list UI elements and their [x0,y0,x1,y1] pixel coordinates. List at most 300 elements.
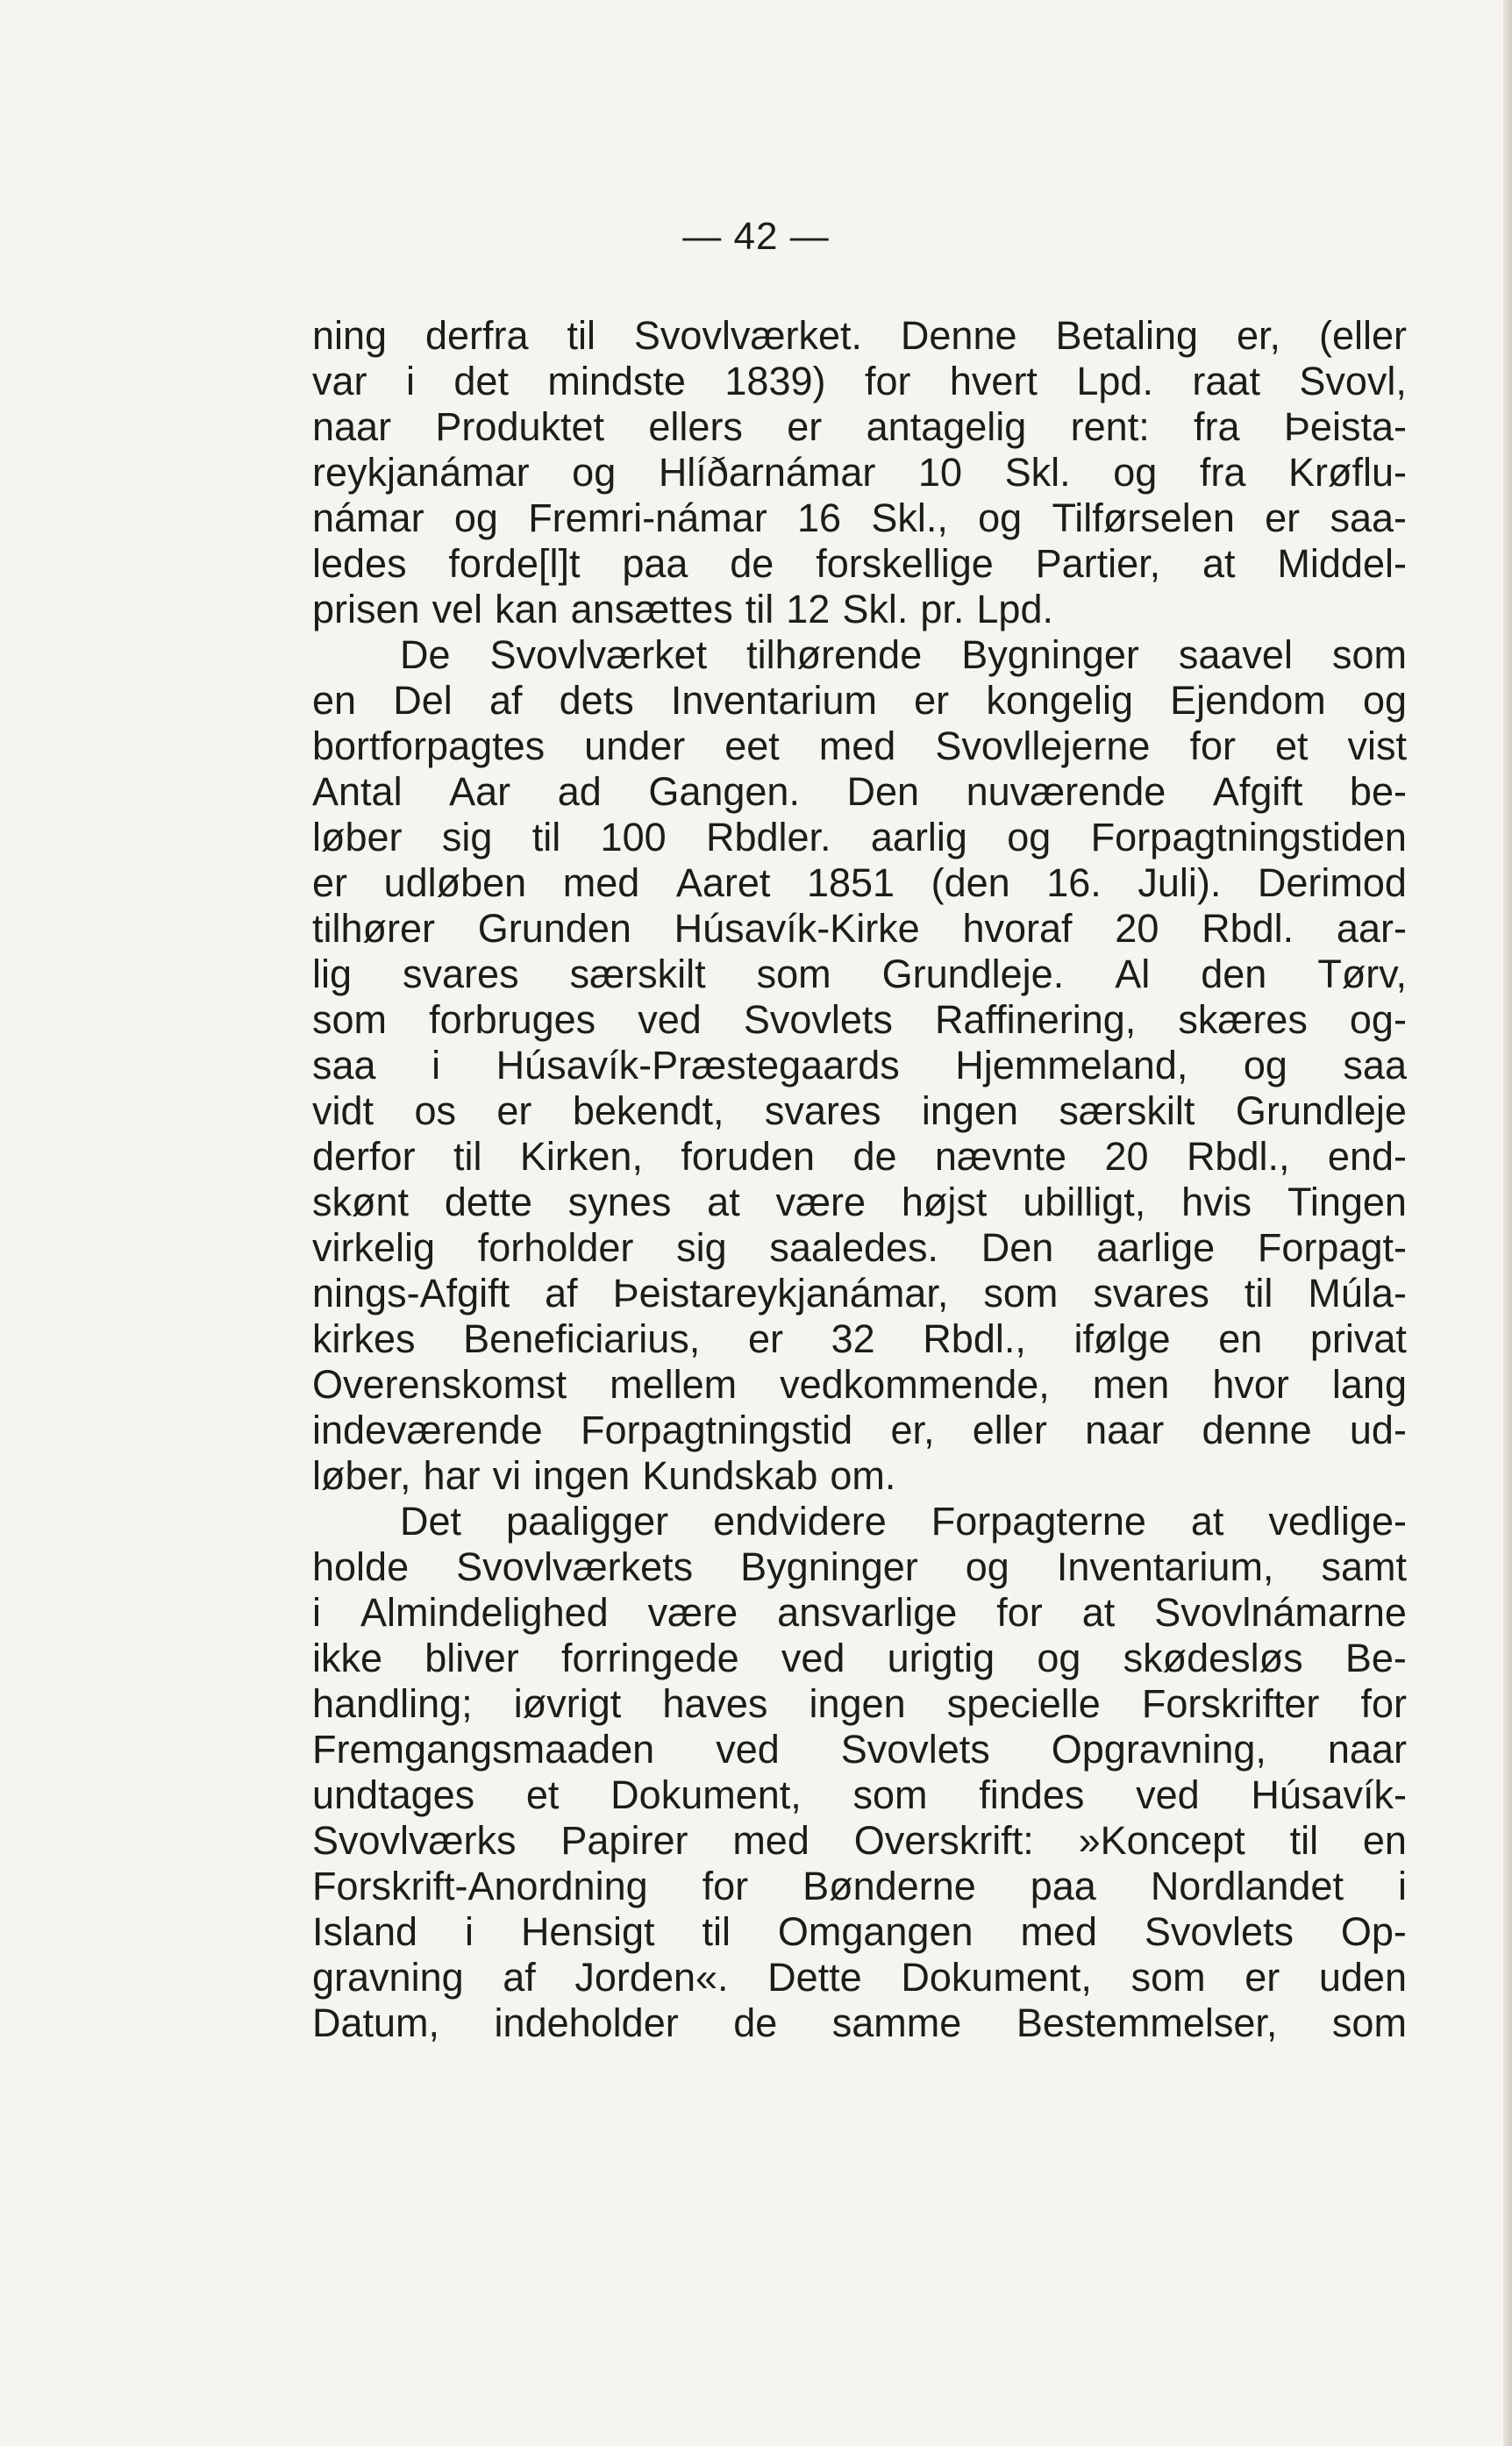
word: Betaling [1055,313,1199,358]
word: Tørv, [1317,952,1407,996]
word: lig [312,952,353,996]
word: eller [972,1408,1047,1452]
text-line [312,997,1407,1043]
word: Overskrift: [853,1818,1034,1863]
word: men [1092,1362,1170,1407]
text-line [312,1909,1407,1955]
word: til [1289,1818,1319,1863]
word: at [1081,1590,1116,1635]
word: Múla- [1308,1271,1407,1316]
text-line [312,1590,1407,1636]
word: Forpagt- [1257,1225,1407,1270]
word: end- [1327,1134,1407,1179]
text-line [312,1225,1407,1271]
word: de [733,2000,778,2045]
word: naar [312,404,392,449]
word: ingen [533,1453,631,1498]
word: Svovlværket. [633,313,862,358]
word: urigtig [887,1636,995,1680]
word: Rbdl., [923,1316,1026,1361]
word: Húsavík-Præstegaards [496,1043,900,1088]
word: reykjanámar [312,450,530,495]
word: Hjemmeland, [955,1043,1188,1088]
word: saaledes. [769,1225,939,1270]
word: Svovllejerne [935,724,1151,768]
word: ved [1136,1772,1200,1817]
word: Forskrift-Anordning [312,1864,648,1908]
word: hvoraf [962,906,1073,951]
word: og [1037,1636,1081,1680]
word: Skl. [842,587,909,631]
word: Lpd. [1076,359,1153,403]
word: Papirer [560,1818,688,1863]
word: paa [1030,1864,1096,1908]
word: svares [403,952,519,996]
text-line [312,1180,1407,1225]
word: Bygninger [961,632,1139,677]
text-line [312,1088,1407,1134]
text-line [312,587,1407,632]
word: Inventarium [670,678,877,723]
word: handling; [312,1681,473,1726]
word: var [312,359,367,403]
word: indeholder [494,2000,679,2045]
word: Rbdl. [1202,906,1294,951]
word: Tingen [1287,1180,1407,1224]
word: ved [716,1727,780,1772]
word: be- [1349,769,1407,814]
word: 100 [600,815,667,859]
word: saa [1343,1043,1407,1088]
word: Jorden«. [574,1955,729,2000]
word: med [732,1818,809,1863]
word: paaligger [506,1499,669,1544]
word: kirkes [312,1316,416,1361]
word: dette [444,1180,532,1224]
word: vedkommende, [780,1362,1050,1407]
word: som [312,997,388,1042]
word: Þeista- [1283,404,1407,449]
word: for [1189,724,1236,768]
word: Juli). [1138,860,1222,905]
word: Rbdler. [705,815,831,859]
word: 16. [1046,860,1102,905]
text-line [312,1864,1407,1909]
word: med [562,860,640,905]
word: Opgravning, [1051,1727,1266,1772]
word: Svovlværks [312,1818,517,1863]
text-line [312,860,1407,906]
word: aarlige [1096,1225,1216,1270]
word: ledes [312,541,407,586]
word: saa [312,1043,376,1088]
word: Grundleje. [881,952,1065,996]
word: for [1360,1681,1407,1726]
word: Forpagtningstid [580,1408,853,1452]
word: Derimod [1257,860,1407,905]
word: og [1113,450,1158,495]
word: bortforpagtes [312,724,546,768]
word: og [1362,678,1407,723]
word: Aaret [675,860,771,905]
word: De [400,632,451,677]
text-line [312,1134,1407,1180]
word: at [1190,1499,1224,1544]
word: i [1397,1864,1407,1908]
word: Forpagterne [931,1499,1146,1544]
text-line [312,313,1407,359]
word: svares [764,1088,881,1133]
word: Island [312,1909,418,1954]
word: ubilligt, [1023,1180,1146,1224]
word: er [787,404,823,449]
word: ingen [921,1088,1018,1133]
word: antagelig [866,404,1027,449]
word: den [1201,952,1267,996]
word: hvor [1212,1362,1289,1407]
word: Grunden [477,906,631,951]
word: forbruges [429,997,596,1042]
word: Skl., [871,496,948,540]
word: 20 [1115,906,1159,951]
word: ansættes [570,587,733,631]
word: Lpd. [976,587,1053,631]
word: kan [495,587,559,631]
word: uden [1318,1955,1407,2000]
word: Svovlnámarne [1154,1590,1407,1635]
word: 1851 [806,860,895,905]
word: og [572,450,617,495]
word: er, [890,1408,935,1452]
word: Partier, [1035,541,1161,586]
word: for [996,1590,1043,1635]
word: er [496,1088,532,1133]
word: et [525,1772,560,1817]
word: til [453,1134,482,1179]
word: et [1274,724,1309,768]
word: foruden [681,1134,816,1179]
text-line [312,1772,1407,1818]
word: naar [1085,1408,1165,1452]
word: paa [622,541,688,586]
word: af [545,1271,578,1316]
word: nævnte [934,1134,1067,1179]
word: være [775,1180,867,1224]
word: skødesløs [1123,1636,1303,1680]
text-line [312,952,1407,997]
word: i [431,1043,441,1088]
word: af [503,1955,536,2000]
word: særskilt [569,952,706,996]
word: Fremri-námar [528,496,767,540]
word: de [852,1134,897,1179]
text-line [312,2000,1407,2046]
word: Dokument, [610,1772,802,1817]
word: til [567,313,596,358]
word: er, [1236,313,1281,358]
word: eet [724,724,780,768]
word: som [983,1271,1059,1316]
word: Beneficiarius, [463,1316,701,1361]
word: Kundskab [642,1453,818,1498]
word: Overenskomst [312,1362,567,1407]
word: Forskrifter [1141,1681,1320,1726]
word: gravning [312,1955,464,2000]
word: og [1007,815,1052,859]
word: er [1265,496,1301,540]
word: 32 [831,1316,875,1361]
word: iøvrigt [513,1681,622,1726]
word: haves [662,1681,768,1726]
word: og [453,496,498,540]
text-line [312,1408,1407,1453]
word: ikke [312,1636,383,1680]
word: som [756,952,831,996]
word: Svovlets [1144,1909,1294,1954]
word: Del [393,678,453,723]
word: udløben [383,860,527,905]
text-line [312,1453,1407,1499]
word: Svovlets [743,997,893,1042]
word: 20 [1104,1134,1149,1179]
word: om. [830,1453,896,1498]
word: 12 [786,587,831,631]
word: Be- [1344,1636,1407,1680]
word: og [1243,1043,1287,1088]
word: (eller [1318,313,1407,358]
word: Svovl, [1299,359,1407,403]
word: Svovlværket [489,632,708,677]
word: fra [1194,404,1240,449]
word: Nordlandet [1150,1864,1344,1908]
word: Hlíðarnámar [658,450,876,495]
word: ansvarlige [777,1590,958,1635]
word: forde[l]t [448,541,581,586]
word: som [852,1772,928,1817]
word: aar- [1336,906,1407,951]
word: privat [1309,1316,1407,1361]
word: Dette [767,1955,862,2000]
word: ifølge [1073,1316,1171,1361]
word: en [312,678,357,723]
word: i [312,1590,321,1635]
text-line [312,724,1407,769]
word: Aar [449,769,511,814]
word: højst [901,1180,988,1224]
word: at [1202,541,1236,586]
word: samme [831,2000,962,2045]
text-line [312,450,1407,496]
word: specielle [946,1681,1101,1726]
word: bliver [424,1636,519,1680]
word: er [1245,1955,1280,2000]
word: 1839) [724,359,826,403]
word: være [647,1590,738,1635]
word: som [1331,632,1407,677]
word: Gangen. [648,769,800,814]
word: hvis [1181,1180,1252,1224]
word: skæres [1178,997,1308,1042]
word: Forpagtningstiden [1090,815,1407,859]
word: er [312,860,348,905]
word: derfor [312,1134,416,1179]
text-line [312,404,1407,450]
page-number: — 42 — [682,215,830,258]
text-line [312,1818,1407,1864]
word: med [1020,1909,1097,1954]
word: ved [638,997,702,1042]
word: Rbdl., [1186,1134,1290,1179]
word: og- [1349,997,1407,1042]
word: Fremgangsmaaden [312,1727,655,1772]
word: denne [1202,1408,1312,1452]
text-line [312,1316,1407,1362]
word: saa- [1330,496,1407,540]
word: Tilførselen [1052,496,1235,540]
word: løber, [312,1453,411,1498]
text-line [312,1955,1407,2000]
word: ud- [1349,1408,1407,1452]
word: Skl. [1004,450,1071,495]
word: Antal [312,769,403,814]
word: for [702,1864,749,1908]
word: 10 [917,450,963,495]
word: Bygninger [740,1544,918,1589]
text-line [312,769,1407,815]
word: nuværende [966,769,1166,814]
word: Ejendom [1170,678,1326,723]
word: Omgangen [777,1909,974,1954]
word: en [1362,1818,1407,1863]
word: os [414,1088,456,1133]
word: »Koncept [1078,1818,1245,1863]
word: lang [1331,1362,1407,1407]
word: skønt [312,1180,410,1224]
word: dets [559,678,634,723]
word: Denne [900,313,1017,358]
word: med [818,724,896,768]
word: som [1130,1955,1206,2000]
word: undtages [312,1772,475,1817]
word: de [730,541,774,586]
word: virkelig [312,1225,436,1270]
word: Inventarium, [1056,1544,1274,1589]
word: synes [567,1180,672,1224]
word: Den [846,769,920,814]
word: Datum, [312,2000,440,2045]
word: indeværende [312,1408,543,1452]
word: er [747,1316,783,1361]
word: Svovlets [840,1727,990,1772]
word: i [405,359,415,403]
word: Produktet [435,404,605,449]
word: har [423,1453,481,1498]
text-line [312,1043,1407,1088]
word: Húsavík- [1251,1772,1407,1817]
text-line [312,815,1407,860]
word: (den [931,860,1010,905]
word: nings-Afgift [312,1271,510,1316]
word: at [707,1180,740,1224]
word: og [978,496,1023,540]
word: ingen [809,1681,906,1726]
word: naar [1327,1727,1407,1772]
word: vedlige- [1268,1499,1407,1544]
word: saavel [1178,632,1293,677]
word: endvidere [713,1499,887,1544]
word: forringede [560,1636,739,1680]
word: mellem [610,1362,738,1407]
word: hvert [949,359,1038,403]
word: Krøflu- [1287,450,1407,495]
text-line [312,1681,1407,1727]
word: vist [1347,724,1407,768]
word: Almindelighed [360,1590,609,1635]
word: forskellige [816,541,994,586]
word: mindste [547,359,686,403]
text-line [312,906,1407,952]
word: Dokument, [901,1955,1092,2000]
word: Húsavík-Kirke [674,906,920,951]
text-line [312,359,1407,404]
word: for [864,359,911,403]
word: til [531,815,561,859]
word: ad [557,769,602,814]
page-edge [1503,0,1512,2446]
word: bekendt, [572,1088,724,1133]
word: Afgift [1212,769,1303,814]
word: svares [1093,1271,1209,1316]
text-line [312,1271,1407,1316]
word: er [914,678,950,723]
word: Bønderne [802,1864,976,1908]
word: sig [441,815,493,859]
word: rent: [1070,404,1150,449]
word: og [965,1544,1009,1589]
text-line [312,1636,1407,1681]
word: Bestemmelser, [1016,2000,1278,2045]
word: findes [979,1772,1085,1817]
word: til [702,1909,731,1954]
word: Det [400,1499,462,1544]
word: Op- [1340,1909,1407,1954]
word: Middel- [1277,541,1407,586]
word: prisen [312,587,420,631]
word: i [465,1909,474,1954]
word: holde [312,1544,410,1589]
word: ved [781,1636,845,1680]
text-line [312,1727,1407,1772]
word: 16 [796,496,842,540]
word: samt [1321,1544,1407,1589]
word: ning [312,313,388,358]
text-line [312,678,1407,724]
text-line [312,496,1407,541]
word: fra [1199,450,1246,495]
word: sig [676,1225,727,1270]
word: Hensigt [520,1909,655,1954]
word: tilhører [312,906,436,951]
word: námar [312,496,424,540]
word: Þeistareykjanámar, [612,1271,949,1316]
word: som [1331,2000,1407,2045]
word: Kirken, [519,1134,643,1179]
word: løber [312,815,403,859]
word: Grundleje [1235,1088,1407,1133]
word: raat [1192,359,1260,403]
word: pr. [920,587,965,631]
word: særskilt [1059,1088,1195,1133]
